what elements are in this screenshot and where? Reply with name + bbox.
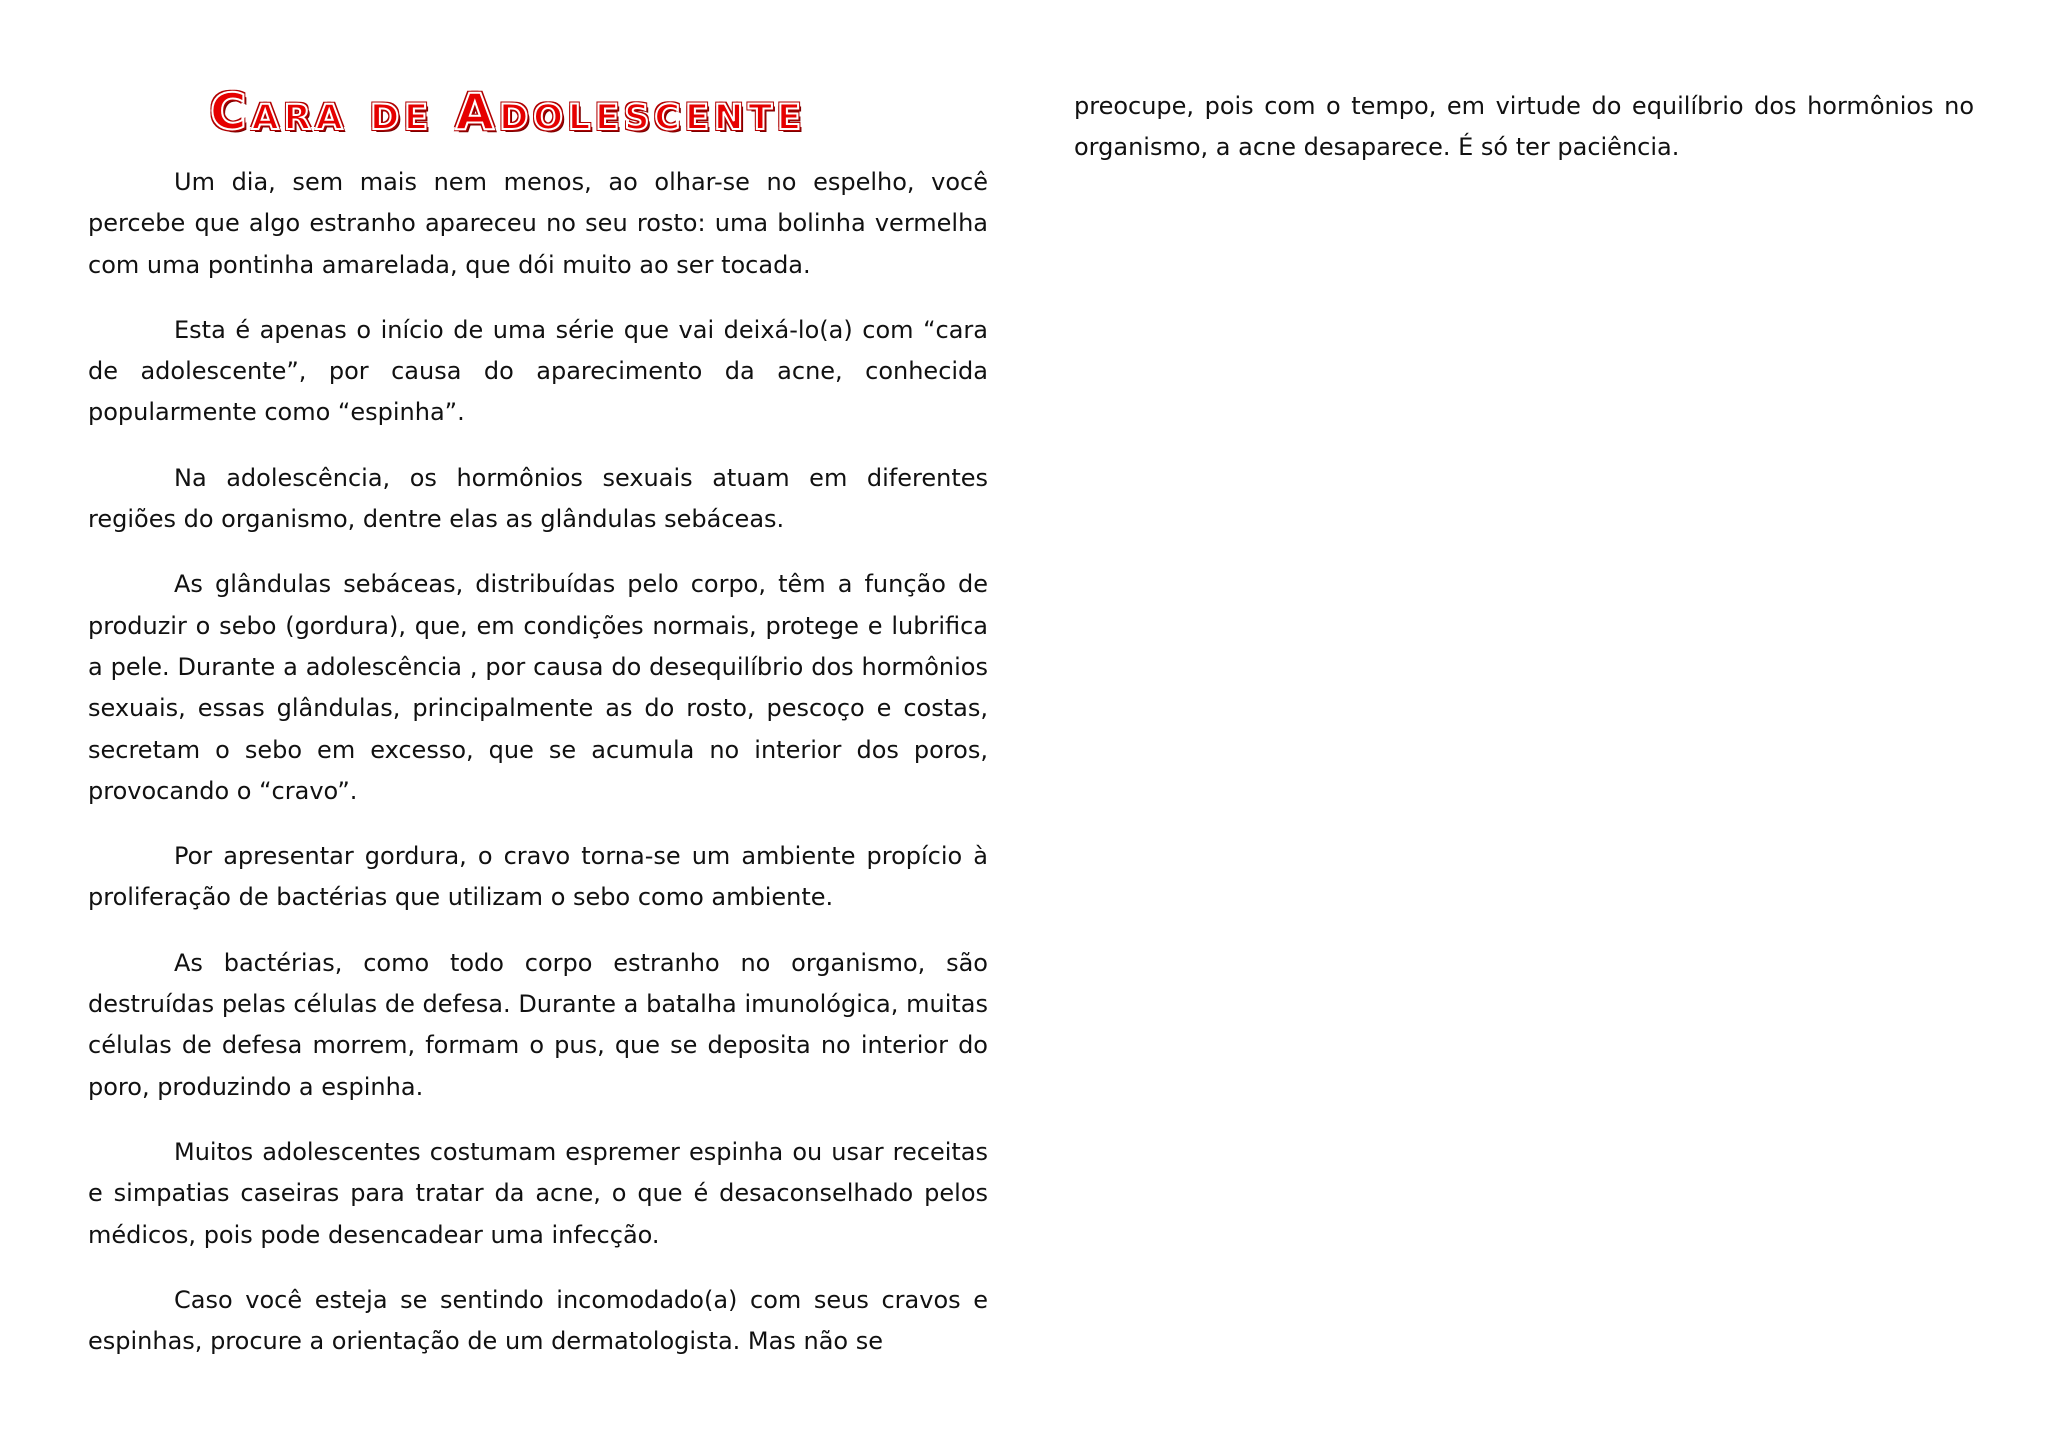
paragraph-2: Esta é apenas o início de uma série que vai deixá-lo(a) com “cara de adolescente”, por causa do aparecimento da acne, conhecida popularmente como “espinha”.	[88, 315, 988, 427]
paragraph-4: As glândulas sebáceas, distribuídas pelo corpo, têm a função de produzir o sebo (gordura), que, em condições normais, protege e lubrifica a pele. Durante a adolescência , por causa do desequilíbrio dos hormônios sexuais, essas glândulas, principalmente as do rosto, pescoço e costas, secretam o sebo em excesso, que se acumula no interior dos poros, provocando o “cravo”.	[88, 570, 988, 805]
paragraph-8: Caso você esteja se sentindo incomodado(a) com seus cravos e espinhas, procure a orientação de um dermatologista. Mas não se	[88, 1285, 988, 1356]
paragraph-continuation: preocupe, pois com o tempo, em virtude do equilíbrio dos hormônios no organismo, a acne desaparece. É só ter paciência.	[1074, 92, 1974, 162]
paragraph-3: Na adolescência, os hormônios sexuais atuam em diferentes regiões do organismo, dentre elas as glândulas sebáceas.	[88, 463, 988, 534]
paragraph-7: Muitos adolescentes costumam espremer espinha ou usar receitas e simpatias caseiras para tratar da acne, o que é desaconselhado pelos médicos, pois pode desencadear uma infecção.	[88, 1137, 988, 1249]
left-column	[88, 0, 988, 1362]
paragraph-6: As bactérias, como todo corpo estranho no organismo, são destruídas pelas células de defesa. Durante a batalha imunológica, muitas células de defesa morrem, formam o pus, que se deposita no interior do poro, produzindo a espinha.	[88, 948, 988, 1101]
paragraph-1: Um dia, sem mais nem menos, ao olhar-se no espelho, você percebe que algo estranho apareceu no seu rosto: uma bolinha vermelha com uma pontinha amarelada, que dói muito ao ser tocada.	[88, 168, 988, 279]
page-title: Cara de Adolescente	[209, 83, 807, 141]
paragraph-5: Por apresentar gordura, o cravo torna-se um ambiente propício à proliferação de bactérias que utilizam o sebo como ambiente.	[88, 842, 988, 912]
right-column	[1074, 0, 1974, 169]
